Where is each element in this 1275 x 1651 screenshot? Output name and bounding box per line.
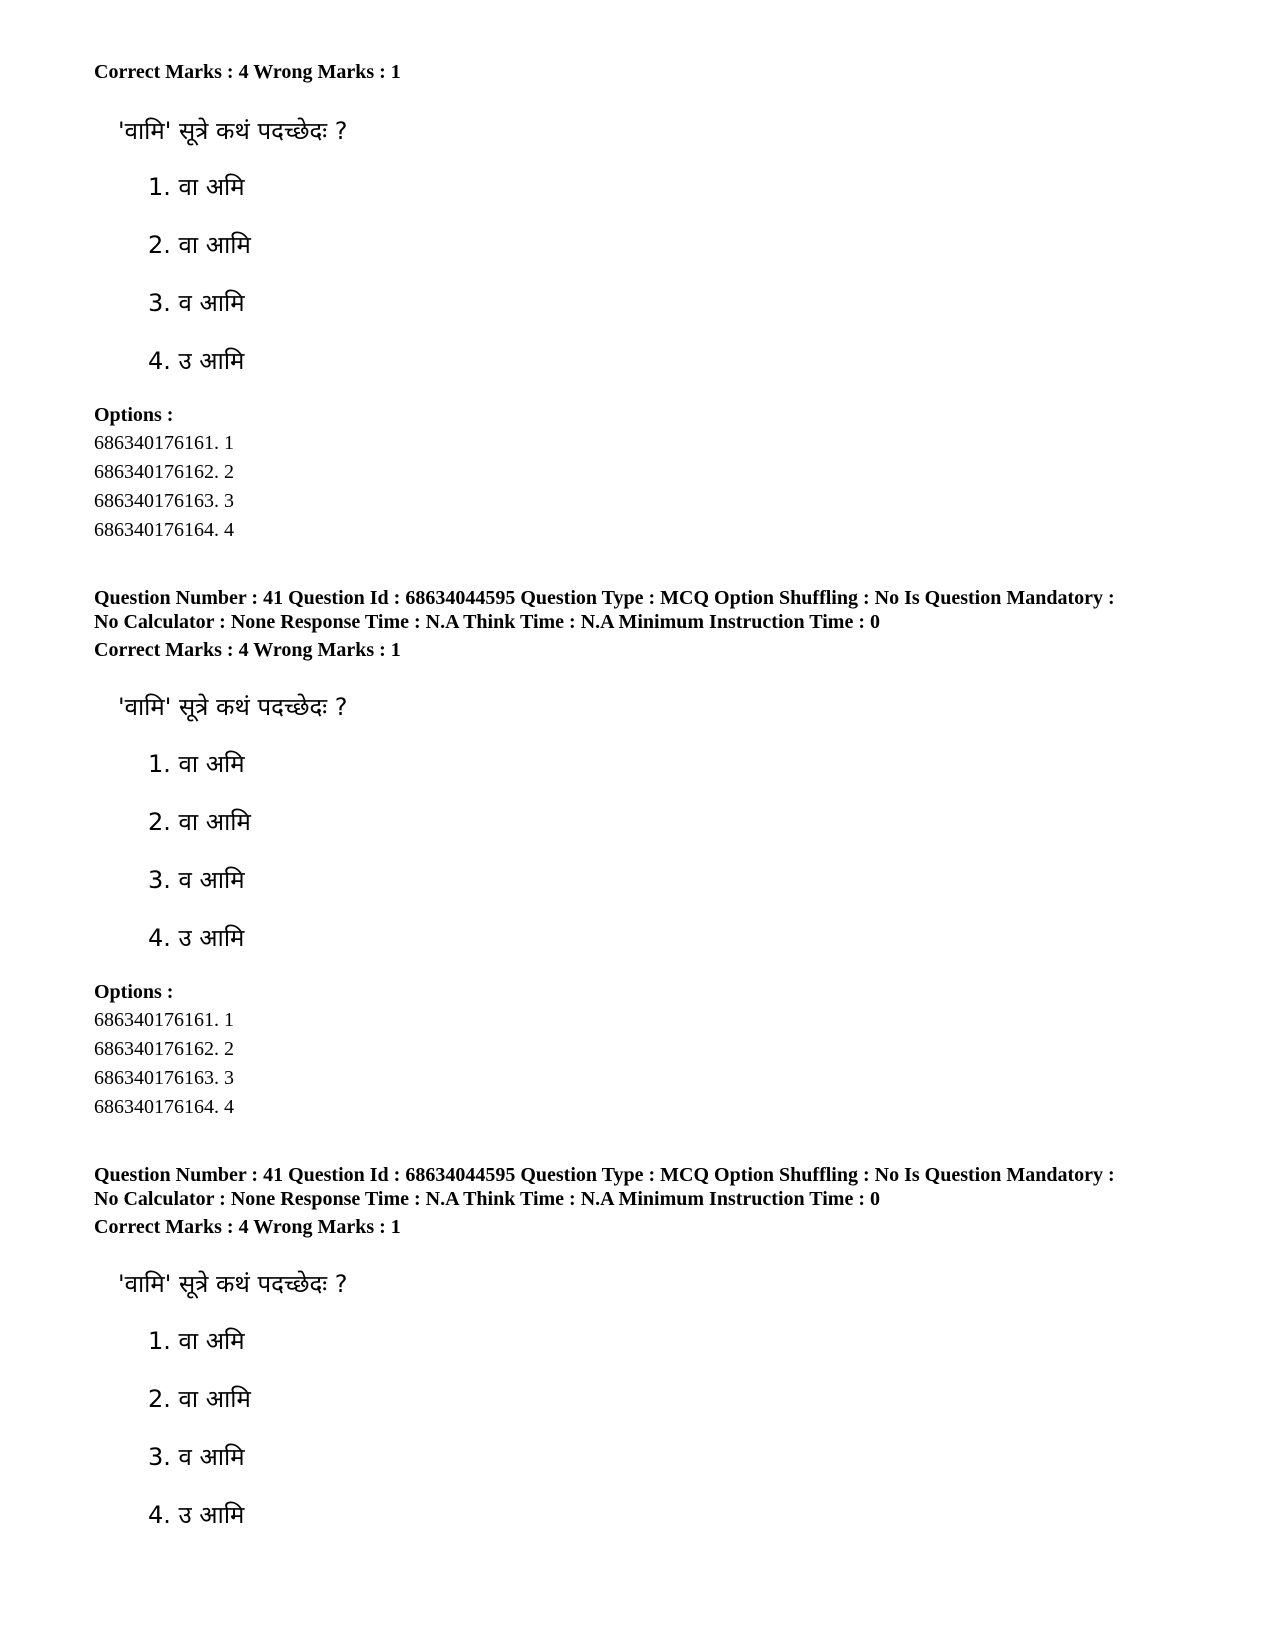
- question-header-line-2: No Calculator : None Response Time : N.A Think Time : N.A Minimum Instruction Time : 0: [94, 611, 880, 633]
- question-text: 'वामि' सूत्रे कथं पदच्छेदः ?: [118, 117, 348, 145]
- option-row-1: 686340176161. 1: [94, 1009, 234, 1031]
- question-text: 'वामि' सूत्रे कथं पदच्छेदः ?: [118, 693, 348, 721]
- question-choice-1: 1. वा अमि: [148, 173, 245, 201]
- question-header-line-1: Question Number : 41 Question Id : 68634044595 Question Type : MCQ Option Shuffling : No Is Question Mandatory :: [94, 1164, 1115, 1186]
- question-choice-4: 4. उ आमि: [148, 1501, 245, 1529]
- question-text: 'वामि' सूत्रे कथं पदच्छेदः ?: [118, 1270, 348, 1298]
- option-row-1: 686340176161. 1: [94, 432, 234, 454]
- question-header-line-2: No Calculator : None Response Time : N.A Think Time : N.A Minimum Instruction Time : 0: [94, 1188, 880, 1210]
- question-choice-2: 2. वा आमि: [148, 1385, 251, 1413]
- options-label: Options :: [94, 981, 174, 1003]
- question-choice-4: 4. उ आमि: [148, 347, 245, 375]
- question-choice-2: 2. वा आमि: [148, 231, 251, 259]
- option-row-3: 686340176163. 3: [94, 490, 234, 512]
- question-choice-1: 1. वा अमि: [148, 1327, 245, 1355]
- option-row-2: 686340176162. 2: [94, 1038, 234, 1060]
- option-row-2: 686340176162. 2: [94, 461, 234, 483]
- question-header-line-1: Question Number : 41 Question Id : 68634044595 Question Type : MCQ Option Shuffling : No Is Question Mandatory :: [94, 587, 1115, 609]
- question-choice-2: 2. वा आमि: [148, 808, 251, 836]
- question-choice-3: 3. व आमि: [148, 866, 245, 894]
- option-row-4: 686340176164. 4: [94, 1096, 234, 1118]
- options-label: Options :: [94, 404, 174, 426]
- question-choice-1: 1. वा अमि: [148, 750, 245, 778]
- option-row-4: 686340176164. 4: [94, 519, 234, 541]
- question-choice-3: 3. व आमि: [148, 1443, 245, 1471]
- question-choice-4: 4. उ आमि: [148, 924, 245, 952]
- marks-line: Correct Marks : 4 Wrong Marks : 1: [94, 61, 401, 83]
- option-row-3: 686340176163. 3: [94, 1067, 234, 1089]
- question-choice-3: 3. व आमि: [148, 289, 245, 317]
- marks-line: Correct Marks : 4 Wrong Marks : 1: [94, 1216, 401, 1238]
- marks-line: Correct Marks : 4 Wrong Marks : 1: [94, 639, 401, 661]
